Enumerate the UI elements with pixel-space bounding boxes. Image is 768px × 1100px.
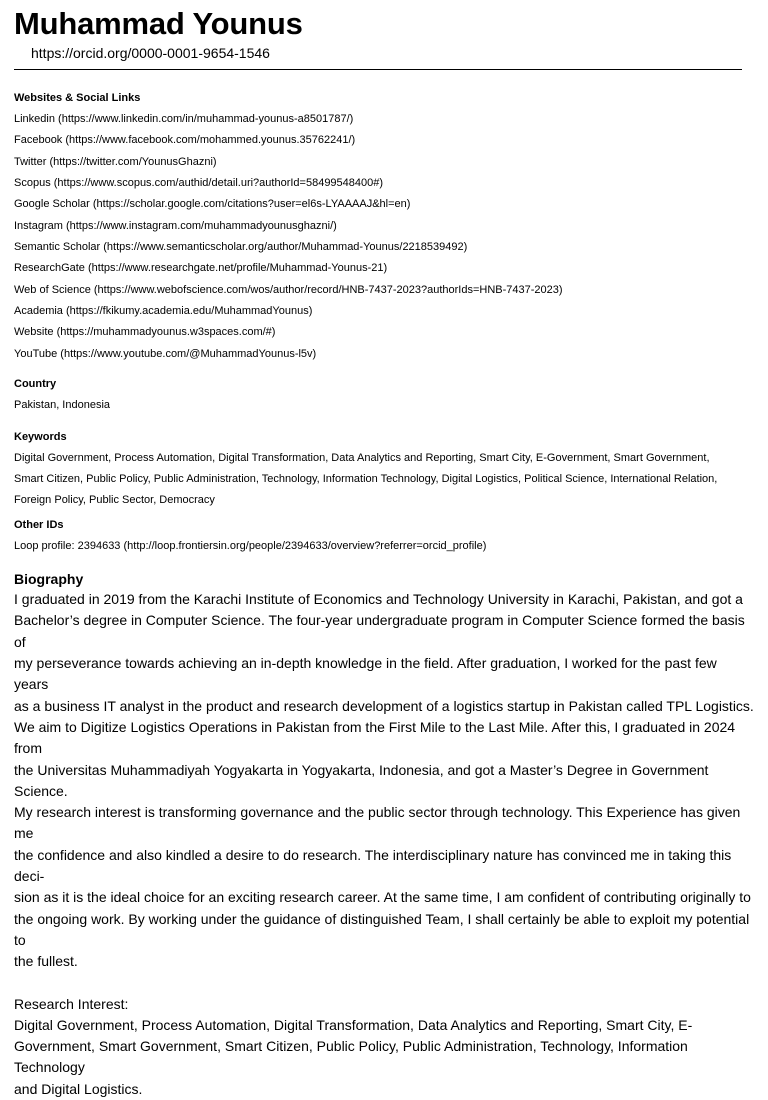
other-ids-title: Other IDs: [14, 518, 64, 531]
keywords-line: Foreign Policy, Public Sector, Democracy: [14, 494, 215, 507]
biography-line: We aim to Digitize Logistics Operations in Pakistan from the First Mile to the Last Mile. After this, I graduated in 2024 from: [14, 718, 736, 757]
research-interest-line: Digital Government, Process Automation, Digital Transformation, Data Analytics and Reporting, Smart City, E-: [14, 1016, 693, 1033]
websites-section: [14, 91, 754, 365]
link-researchgate[interactable]: ResearchGate (https://www.researchgate.net/profile/Muhammad-Younus-21): [14, 262, 388, 275]
biography-line: My research interest is transforming governance and the public sector through technology. This Experience has given me: [14, 804, 741, 842]
biography-line: I graduated in 2019 from the Karachi Institute of Economics and Technology University in Karachi, Pakistan, and got a: [14, 591, 743, 608]
link-website[interactable]: Website (https://muhammadyounus.w3spaces.com/#): [14, 326, 276, 339]
biography-line: Bachelor’s degree in Computer Science. The four-year undergraduate program in Computer Science formed the basis of: [14, 612, 745, 650]
keywords-section: [14, 430, 754, 512]
link-youtube[interactable]: YouTube (https://www.youtube.com/@MuhammadYounus-l5v): [14, 347, 317, 360]
keywords-line: Smart Citizen, Public Policy, Public Administration, Technology, Information Technology, Digital Logistics, Political Science, International Relation,: [14, 472, 718, 485]
link-semantic-scholar[interactable]: Semantic Scholar (https://www.semanticscholar.org/author/Muhammad-Younus/2218539492): [14, 241, 468, 254]
keywords-list: [14, 448, 754, 512]
profile-name: Muhammad Younus: [14, 6, 303, 41]
other-ids-section: [14, 518, 754, 557]
keywords-title: Keywords: [14, 430, 67, 443]
link-google-scholar[interactable]: Google Scholar (https://scholar.google.com/citations?user=el6s-LYAAAAJ&hl=en): [14, 198, 411, 211]
biography-section: [14, 570, 754, 1100]
biography-line: as a business IT analyst in the product and research development of a logistics startup in Pakistan called TPL Logistics.: [14, 697, 754, 714]
country-section: [14, 377, 754, 416]
research-interest-line: Government, Smart Government, Smart Citizen, Public Policy, Public Administration, Technology, Information Technology: [14, 1038, 688, 1076]
link-instagram[interactable]: Instagram (https://www.instagram.com/muhammadyounusghazni/): [14, 219, 337, 232]
link-facebook[interactable]: Facebook (https://www.facebook.com/mohammed.younus.35762241/): [14, 134, 356, 147]
biography-line: the fullest.: [14, 953, 78, 970]
biography-line: the confidence and also kindled a desire to do research. The interdisciplinary nature has convinced me in taking this deci-: [14, 846, 732, 885]
orcid-link[interactable]: https://orcid.org/0000-0001-9654-1546: [31, 45, 270, 61]
link-twitter[interactable]: Twitter (https://twitter.com/YounusGhazni): [14, 155, 217, 168]
biography-text: [14, 589, 754, 972]
link-web-of-science[interactable]: Web of Science (https://www.webofscience.com/wos/author/record/HNB-7437-2023?authorIds=HNB-7437-2023): [14, 283, 563, 296]
research-interest-text: [14, 1015, 754, 1100]
keywords-line: Digital Government, Process Automation, Digital Transformation, Data Analytics and Reporting, Smart City, E-Government, Smart Government,: [14, 451, 710, 464]
header-divider: [14, 69, 742, 70]
biography-line: my perseverance towards achieving an in-depth knowledge in the field. After graduation, I worked for the past few years: [14, 655, 717, 693]
link-academia[interactable]: Academia (https://fkikumy.academia.edu/MuhammadYounus): [14, 305, 313, 318]
research-interest-label: Research Interest:: [14, 995, 129, 1012]
biography-line: sion as it is the ideal choice for an exciting research career. At the same time, I am confident of contributing originally to: [14, 889, 751, 906]
research-interest-line: and Digital Logistics.: [14, 1080, 143, 1097]
link-linkedin[interactable]: Linkedin (https://www.linkedin.com/in/muhammad-younus-a8501787/): [14, 113, 354, 125]
country-title: Country: [14, 378, 57, 391]
country-value: Pakistan, Indonesia: [14, 399, 111, 412]
websites-title: Websites & Social Links: [14, 92, 141, 104]
biography-line: the Universitas Muhammadiyah Yogyakarta in Yogyakarta, Indonesia, and got a Master’s Degree in Government Science.: [14, 761, 709, 799]
biography-title: Biography: [14, 571, 84, 588]
links-list: [14, 109, 754, 365]
biography-line: the ongoing work. By working under the guidance of distinguished Team, I shall certainly be able to exploit my potential to: [14, 910, 750, 948]
loop-profile-link[interactable]: Loop profile: 2394633 (http://loop.frontiersin.org/people/2394633/overview?referrer=orcid_profile): [14, 539, 487, 552]
link-scopus[interactable]: Scopus (https://www.scopus.com/authid/detail.uri?authorId=58499548400#): [14, 177, 384, 190]
